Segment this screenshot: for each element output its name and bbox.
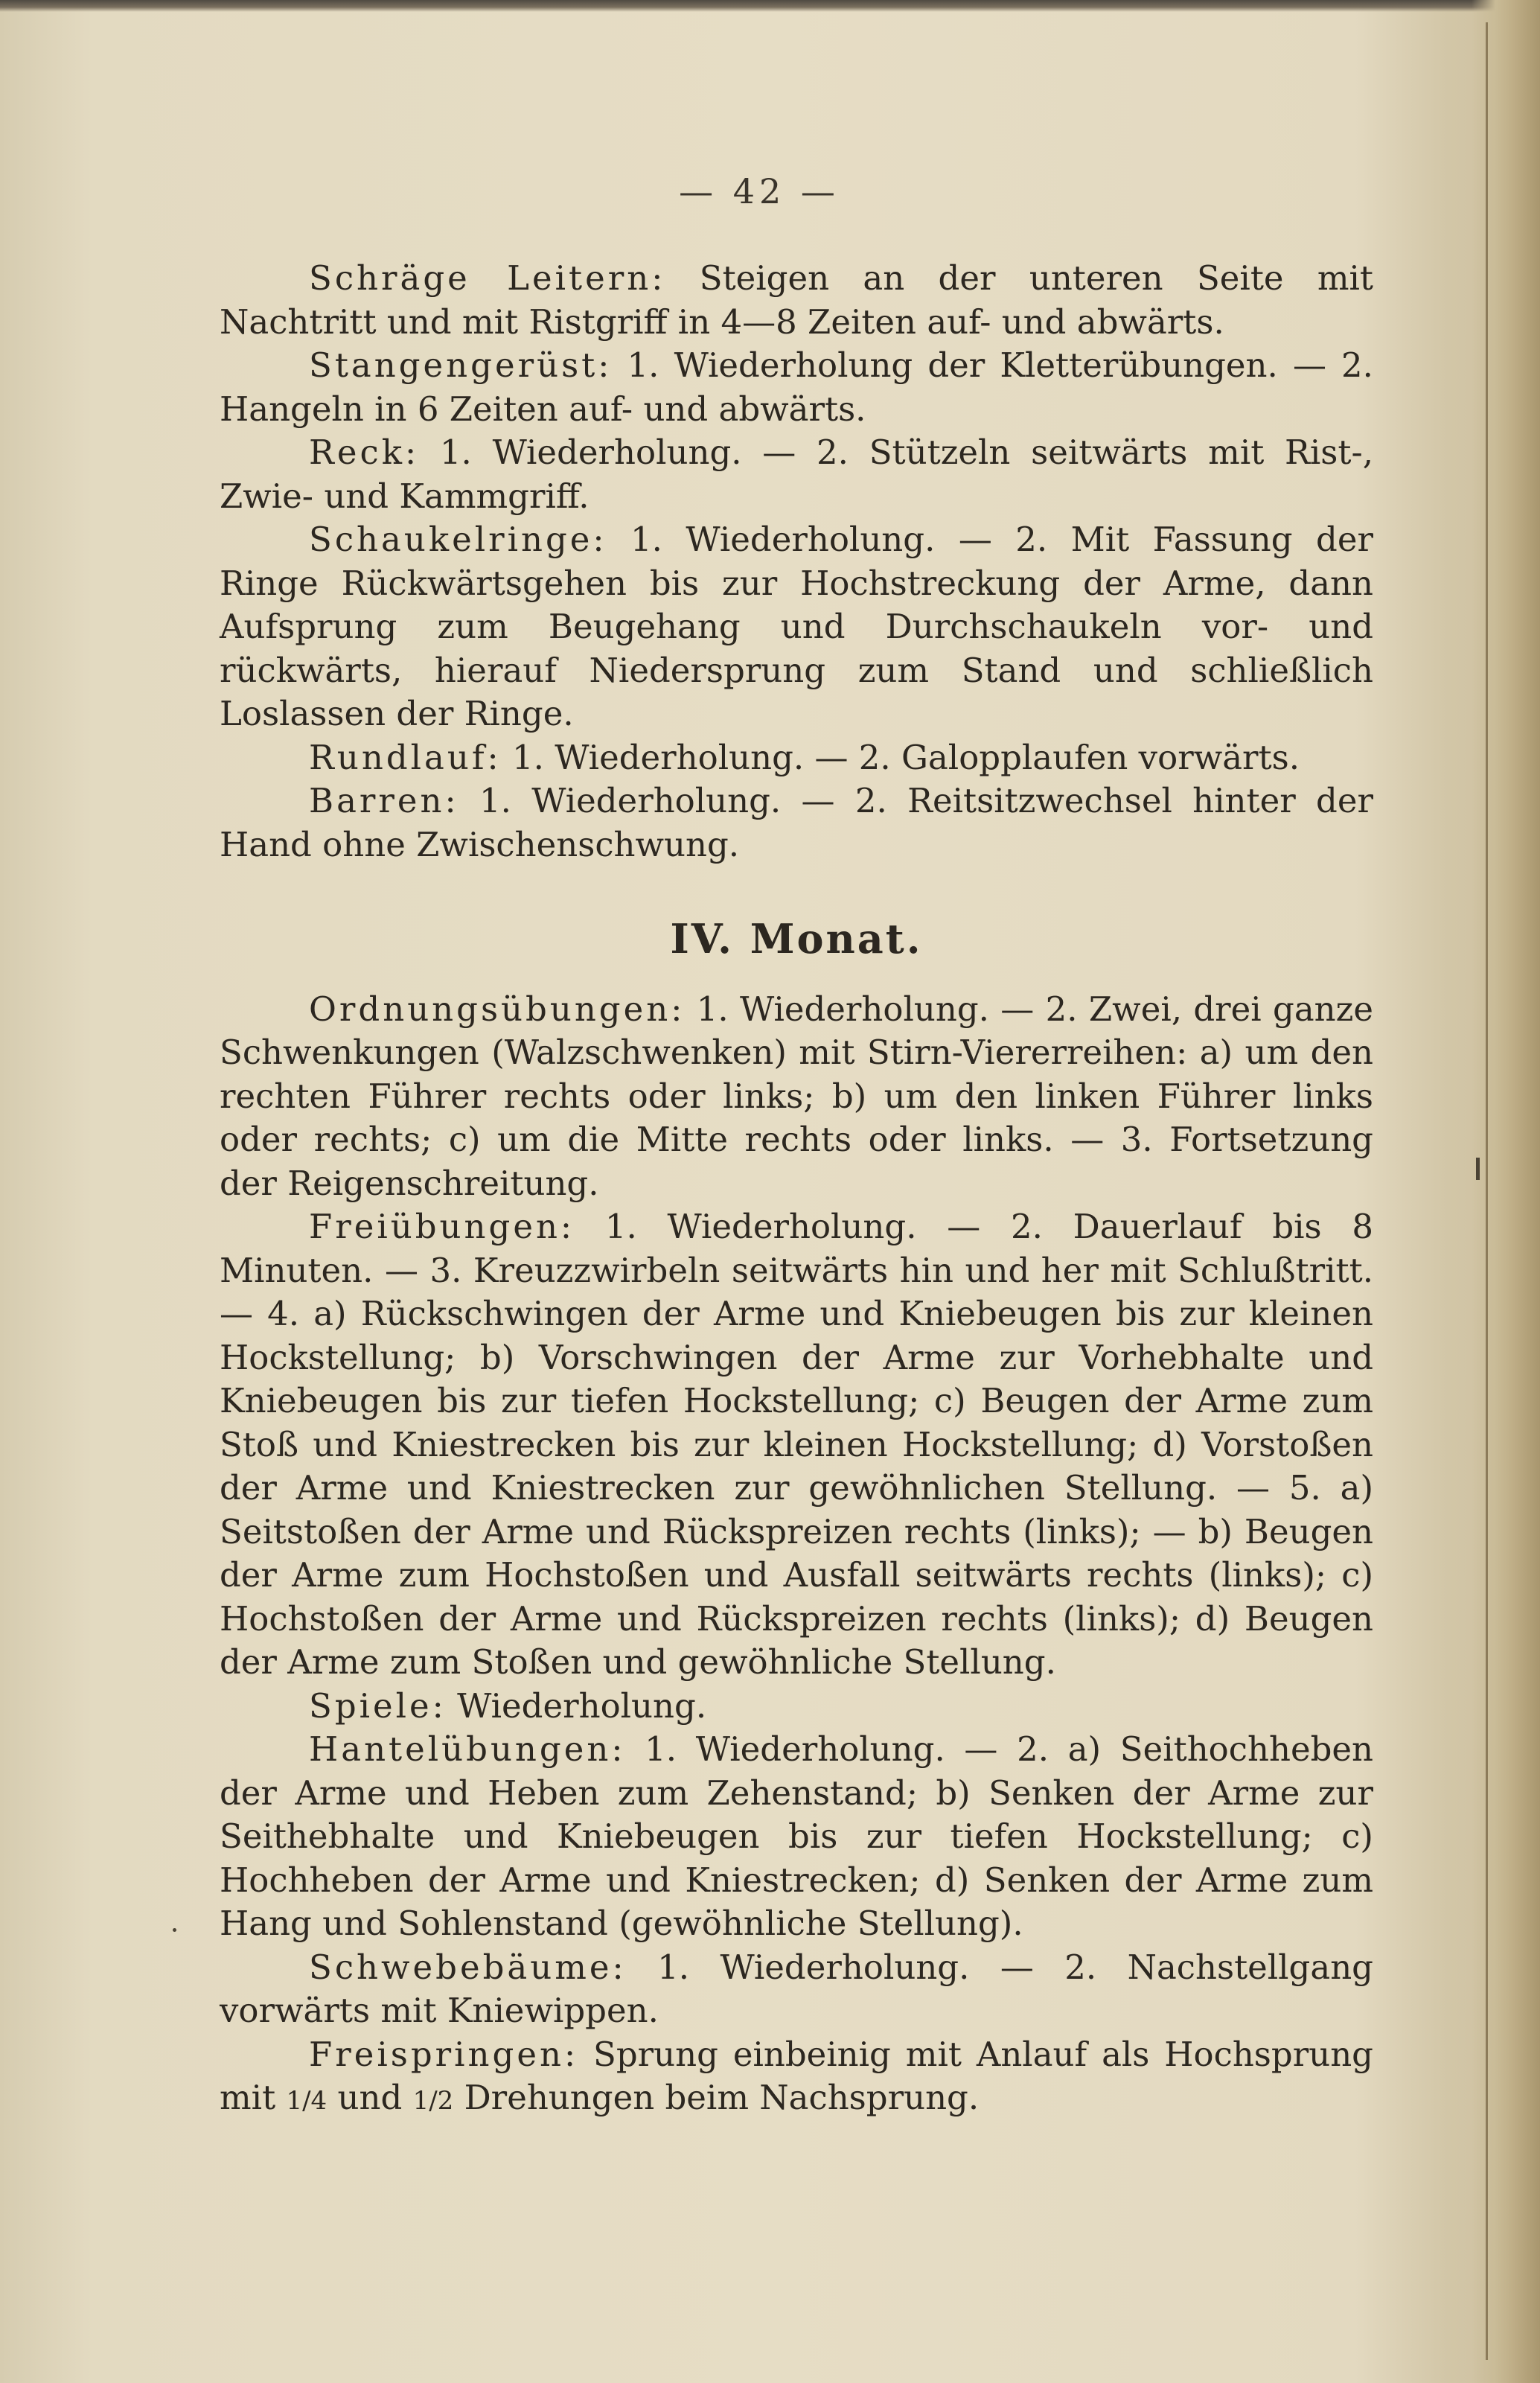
paragraph-text: 1. Wiederholung. — 2. Dauerlauf bis 8 Minuten. — 3. Kreuzzwirbeln seitwärts hin und her mit Schlußtritt. — 4. a) Rückschwingen der Arme und Kniebeugen bis zur kleinen Hockstellung; b) Vorschwingen der Arme zur Vorhebhalte und Kniebeugen bis zur tiefen Hockstellung; c) Beugen der Arme zum Stoß und Kniestrecken bis zur kleinen Hockstellung; d) Vorstoßen der Arme und Kniestrecken zur gewöhnlichen Stellung. — 5. a) Seitstoßen der Arme und Rückspreizen rechts (links); — b) Beugen der Arme zum Hochstoßen und Ausfall seitwärts rechts (links); c) Hochstoßen der Arme und Rückspreizen rechts (links); d) Beugen der Arme zum Stoßen und gewöhnliche Stellung. xyxy=(220,1207,1373,1682)
paragraph-term: Spiele: xyxy=(309,1685,447,1726)
paragraph-term: Freiübungen: xyxy=(309,1207,575,1246)
page-body xyxy=(220,257,1373,2123)
paragraph-term: Barren: xyxy=(309,781,459,820)
paragraph-term: Stangengerüst: xyxy=(309,345,613,385)
paragraph-term: Ordnungsübungen: xyxy=(309,989,686,1029)
paragraph xyxy=(220,779,1373,867)
section-heading: IV. Monat. xyxy=(670,915,923,963)
paragraph-text: Wiederholung. xyxy=(446,1685,707,1726)
paragraph-text: 1. Wiederholung. — 2. Nachstellgang vorwärts mit Kniewippen. xyxy=(220,1947,1373,2030)
paragraph xyxy=(220,988,1373,1206)
paragraph xyxy=(220,1205,1373,1685)
paragraph-term: Hantelübungen: xyxy=(309,1729,626,1769)
sections-before-heading xyxy=(220,257,1373,867)
paragraph xyxy=(220,1946,1373,2033)
page-number: — 42 — xyxy=(679,171,840,211)
paragraph-text: 1. Wiederholung. — 2. a) Seithochheben der Arme und Heben zum Zehenstand; b) Senken der Arme zur Seithebhalte und Kniebeugen bis zur tiefen Hockstellung; c) Hochheben der Arme und Kniestrecken; d) Senken der Arme zum Hang und Sohlenstand (gewöhnliche Stellung). xyxy=(220,1729,1373,1943)
paragraph-text: 1. Wiederholung. — 2. Reitsitzwechsel hinter der Hand ohne Zwischenschwung. xyxy=(220,781,1373,864)
margin-dot xyxy=(173,1928,176,1932)
paragraph-term: Freispringen: xyxy=(309,2034,579,2074)
margin-mark xyxy=(1476,1158,1480,1180)
paragraph-text: 1. Wiederholung. — 2. Stützeln seitwärts mit Rist-, Zwie- und Kammgriff. xyxy=(220,433,1373,516)
fraction-quarter: 1/4 xyxy=(286,2086,328,2116)
paragraph-text: Sprung einbeinig mit Anlauf als Hochsprung mit xyxy=(220,2034,1373,2117)
paragraph-term: Rundlauf: xyxy=(309,737,502,777)
paragraph xyxy=(220,736,1373,780)
fraction-half: 1/2 xyxy=(412,2086,454,2116)
book-spine-shadow xyxy=(1472,0,1540,2383)
paragraph-term: Schaukelringe: xyxy=(309,520,607,559)
book-gutter-line xyxy=(1486,22,1488,2360)
paragraph xyxy=(220,431,1373,518)
paragraph-text-end: Drehungen beim Nachsprung. xyxy=(453,2078,980,2117)
paragraph-term: Schwebebäume: xyxy=(309,1947,627,1987)
sections-after-heading xyxy=(220,988,1373,2033)
paragraph-text: 1. Wiederholung der Kletterübungen. — 2. Hangeln in 6 Zeiten auf- und abwärts. xyxy=(220,345,1373,429)
paragraph-text: 1. Wiederholung. — 2. Galopplaufen vorwärts. xyxy=(501,737,1300,777)
paragraph-text: Steigen an der unteren Seite mit Nachtritt und mit Ristgriff in 4—8 Zeiten auf- und abwärts. xyxy=(220,258,1374,342)
paragraph-term: Reck: xyxy=(309,433,420,472)
paragraph-text: 1. Wiederholung. — 2. Zwei, drei ganze Schwenkungen (Walzschwenken) mit Stirn-Viererreihen: a) um den rechten Führer rechts oder links; b) um den linken Führer links oder rechts; c) um die Mitte rechts oder links. — 3. Fortsetzung der Reigenschreitung. xyxy=(220,989,1373,1203)
paragraph xyxy=(220,1685,1373,1729)
paragraph xyxy=(220,257,1373,344)
paragraph-term: Schräge Leitern: xyxy=(309,258,666,298)
paragraph-text: 1. Wiederholung. — 2. Mit Fassung der Ringe Rückwärtsgehen bis zur Hochstreckung der Arme, dann Aufsprung zum Beugehang und Durchschaukeln vor- und rückwärts, hierauf Niedersprung zum Stand und schließlich Loslassen der Ringe. xyxy=(220,520,1373,733)
paragraph-text-mid: und xyxy=(327,2078,413,2117)
paragraph-freispringen xyxy=(220,2033,1373,2123)
paragraph xyxy=(220,1728,1373,1946)
paragraph xyxy=(220,344,1373,431)
paragraph xyxy=(220,518,1373,736)
